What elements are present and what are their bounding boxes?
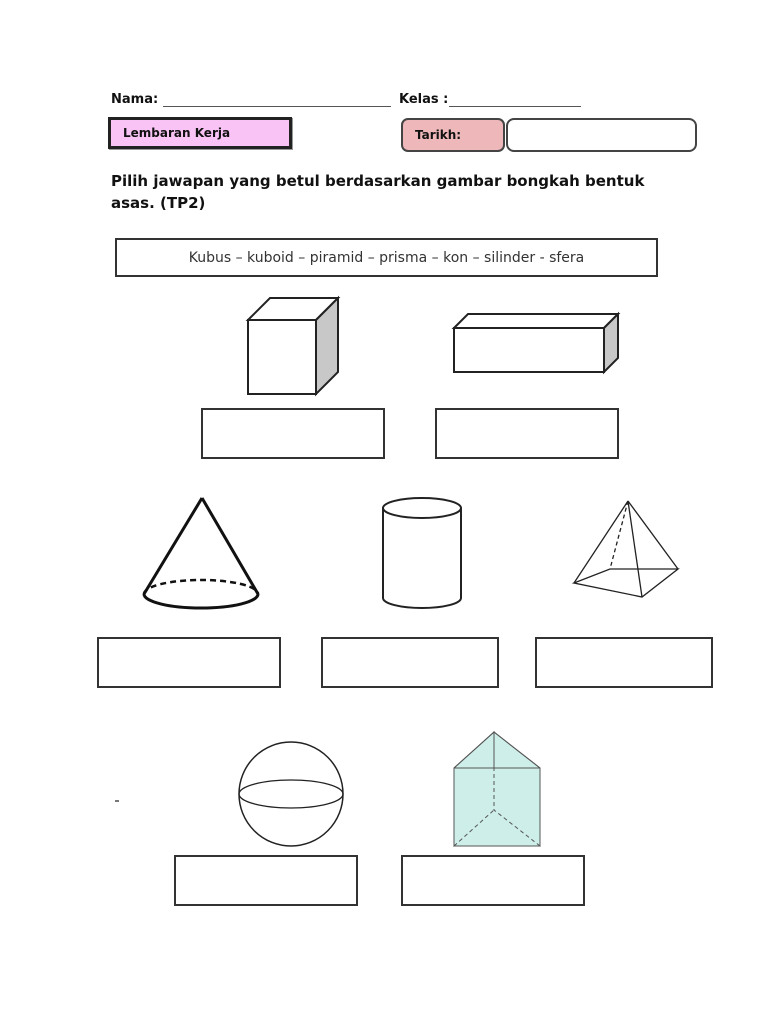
answer-box-cylinder[interactable] — [321, 637, 499, 688]
cylinder-figure — [378, 494, 468, 614]
answer-box-pyramid[interactable] — [535, 637, 713, 688]
pyramid-figure — [570, 497, 684, 601]
answer-box-cube[interactable] — [201, 408, 385, 459]
worksheet-label: Lembaran Kerja — [108, 117, 292, 149]
instruction — [111, 170, 671, 214]
cone-figure — [138, 494, 264, 618]
kelas-label: Kelas : — [399, 92, 449, 107]
kelas-line[interactable] — [449, 106, 581, 107]
tarikh-label: Tarikh: — [401, 118, 505, 152]
instruction-line-2: asas. (TP2) — [111, 194, 206, 212]
answer-box-cone[interactable] — [97, 637, 281, 688]
answer-box-prism[interactable] — [401, 855, 585, 906]
word-bank: Kubus – kuboid – piramid – prisma – kon – silinder - sfera — [115, 238, 658, 277]
instruction-line-1: Pilih jawapan yang betul berdasarkan gambar bongkah bentuk — [111, 172, 645, 190]
sphere-figure — [234, 740, 348, 848]
nama-line[interactable] — [163, 106, 391, 107]
answer-box-cuboid[interactable] — [435, 408, 619, 459]
cube-figure — [240, 292, 350, 400]
tarikh-field[interactable] — [506, 118, 697, 152]
nama-label: Nama: — [111, 92, 159, 107]
stray-mark — [115, 800, 119, 802]
triangular-prism-figure — [450, 728, 544, 850]
cuboid-figure — [448, 308, 624, 378]
answer-box-sphere[interactable] — [174, 855, 358, 906]
